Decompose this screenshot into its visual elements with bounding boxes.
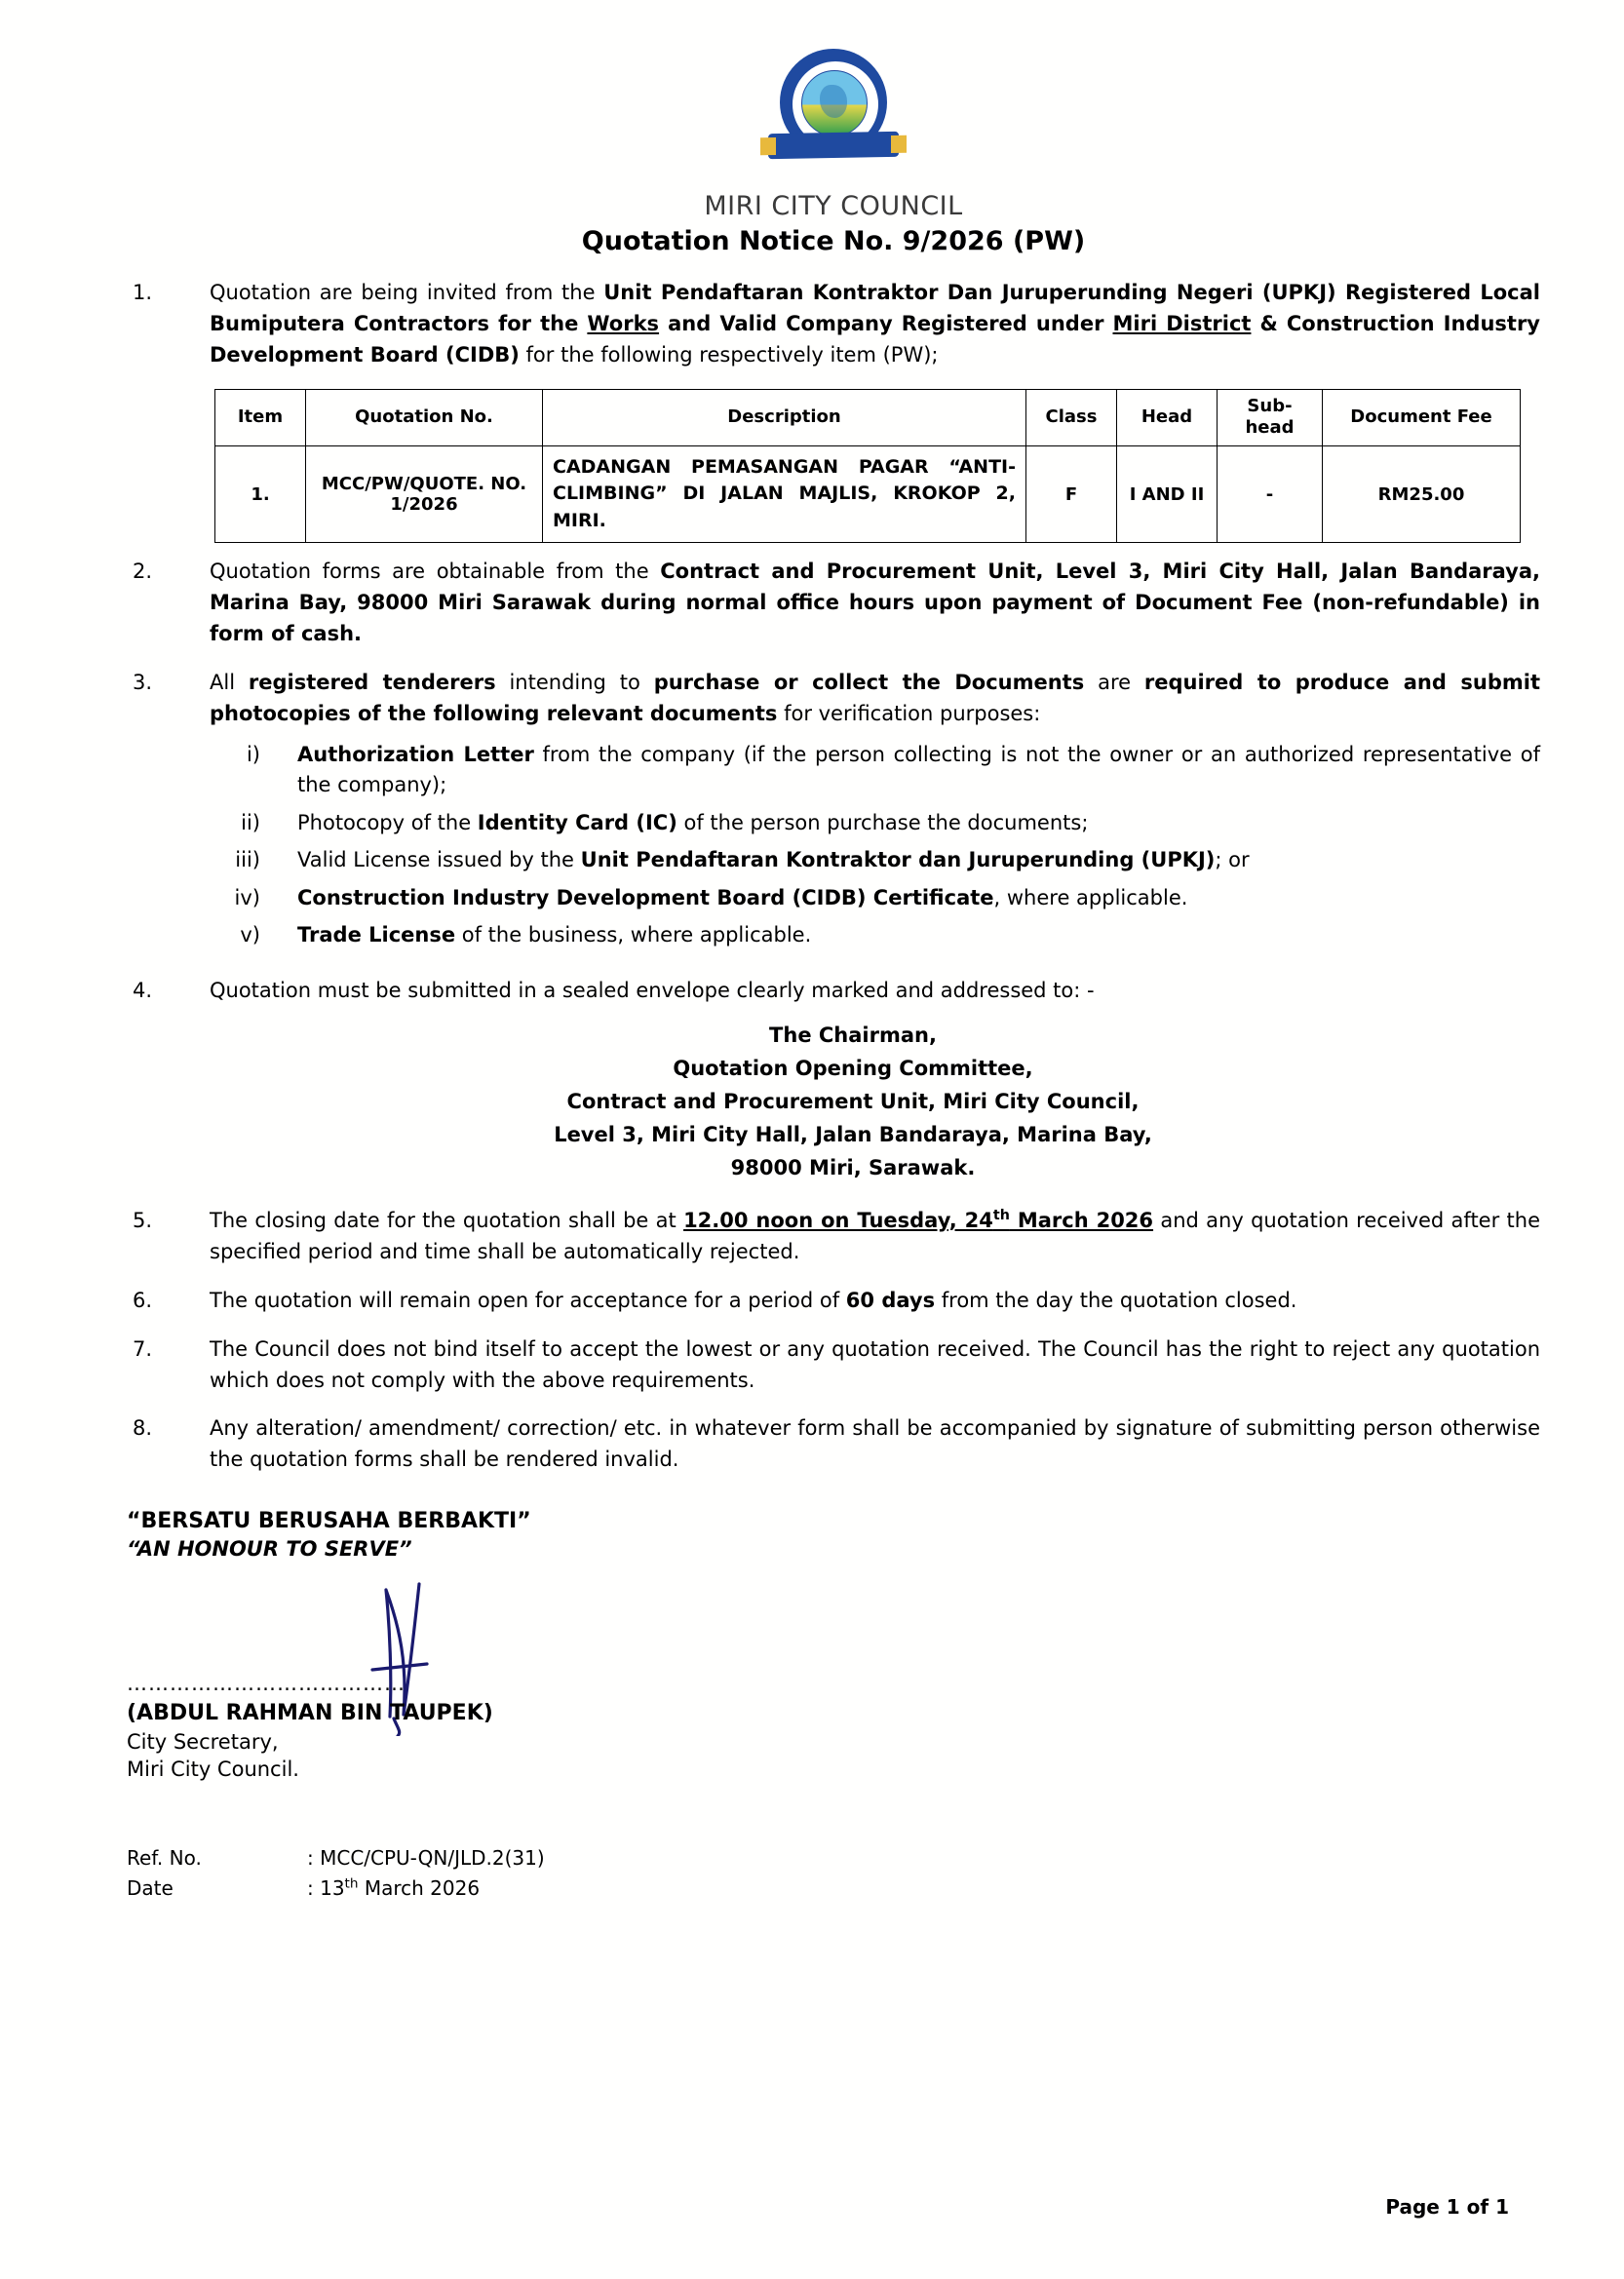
- clause-1: [127, 278, 1540, 371]
- address-line-1: The Chairman,: [769, 1023, 937, 1047]
- list-item-marker: v): [240, 923, 260, 947]
- th-description: Description: [543, 389, 1026, 445]
- table-header-row: [215, 389, 1521, 445]
- list-item-text: Trade License of the business, where applicable.: [297, 923, 812, 947]
- crest-banner: [768, 132, 899, 159]
- clause-5: [127, 1206, 1540, 1268]
- signature-block: [127, 1621, 1540, 1782]
- table-row: [215, 445, 1521, 543]
- crest-globe: [801, 70, 868, 136]
- clause-6-number: 6.: [133, 1288, 153, 1312]
- list-item: [210, 920, 1540, 951]
- organization-name: MIRI CITY COUNCIL: [704, 191, 963, 221]
- list-item: [210, 883, 1540, 914]
- clause-1-number: 1.: [133, 281, 153, 304]
- th-subhead: Sub-head: [1218, 389, 1323, 445]
- clause-3: [127, 668, 1540, 958]
- list-item: [210, 740, 1540, 801]
- signatory-organization: Miri City Council.: [127, 1758, 299, 1782]
- clause-2: [127, 557, 1540, 650]
- motto-line-2: “AN HONOUR TO SERVE”: [127, 1537, 412, 1562]
- cell-subhead: -: [1218, 445, 1323, 543]
- cell-document-fee: RM25.00: [1323, 445, 1521, 543]
- clause-6-text: The quotation will remain open for acceptance for a period of 60 days from the day the quotation closed.: [210, 1288, 1297, 1312]
- date-value: : 13th March 2026: [307, 1875, 481, 1901]
- clause-8-text: Any alteration/ amendment/ correction/ etc. in whatever form shall be accompanied by signature of submitting person otherwise the quotation forms shall be rendered invalid.: [210, 1416, 1540, 1472]
- cell-item: 1.: [215, 445, 306, 543]
- quotation-table: [214, 389, 1521, 544]
- clause-7: [127, 1334, 1540, 1397]
- signatory-role: City Secretary,: [127, 1730, 279, 1755]
- reference-block: [127, 1843, 1540, 1904]
- list-item-marker: iii): [235, 848, 260, 872]
- address-line-5: 98000 Miri, Sarawak.: [730, 1155, 976, 1179]
- address-line-3: Contract and Procurement Unit, Miri City Council,: [566, 1089, 1140, 1113]
- date-label: Date: [127, 1876, 174, 1901]
- th-document-fee: Document Fee: [1323, 389, 1521, 445]
- cell-description: CADANGAN PEMASANGAN PAGAR “ANTI-CLIMBING” DI JALAN MAJLIS, KROKOP 2, MIRI.: [543, 445, 1026, 543]
- list-item-marker: i): [246, 742, 260, 766]
- address-line-2: Quotation Opening Committee,: [673, 1056, 1033, 1080]
- list-item-text: Authorization Letter from the company (if the person collecting is not the owner or an authorized representative of the company);: [297, 742, 1540, 797]
- ref-no-value: : MCC/CPU-QN/JLD.2(31): [307, 1846, 545, 1871]
- reference-row: [127, 1843, 1540, 1873]
- clause-3-intro: All registered tenderers intending to purchase or collect the Documents are required to produce and submit photocopies of the following relevant documents for verification purposes:: [210, 671, 1541, 725]
- signatory-name: (ABDUL RAHMAN BIN TAUPEK): [127, 1701, 493, 1726]
- date-row: [127, 1873, 1540, 1904]
- clause-7-number: 7.: [133, 1336, 153, 1361]
- th-head: Head: [1117, 389, 1218, 445]
- list-item-text: Valid License issued by the Unit Pendaftaran Kontraktor dan Juruperunding (UPKJ); or: [297, 848, 1250, 872]
- clause-2-text: Quotation forms are obtainable from the Contract and Procurement Unit, Level 3, Miri City Hall, Jalan Bandaraya, Marina Bay, 98000 Miri Sarawak during normal office hours upon payment of Document Fee (non-refundable) in form of cash.: [210, 560, 1540, 646]
- list-item-text: Photocopy of the Identity Card (IC) of the person purchase the documents;: [297, 810, 1089, 834]
- clause-4-text: Quotation must be submitted in a sealed envelope clearly marked and addressed to: -: [210, 978, 1095, 1002]
- signature-dotted-line: …………………………………: [127, 1672, 406, 1696]
- clause-5-text: The closing date for the quotation shall be at 12.00 noon on Tuesday, 24th March 2026 and any quotation received after the specified period and time shall be automatically rejected.: [210, 1207, 1540, 1263]
- required-documents-list: [210, 740, 1540, 951]
- clause-6: [127, 1286, 1540, 1317]
- th-item: Item: [215, 389, 306, 445]
- document-title: Quotation Notice No. 9/2026 (PW): [581, 226, 1086, 256]
- ref-no-label: Ref. No.: [127, 1846, 202, 1871]
- crest-logo-wrap: [127, 47, 1540, 183]
- clause-5-number: 5.: [133, 1208, 153, 1232]
- clause-2-number: 2.: [133, 560, 153, 584]
- submission-address: [166, 1019, 1540, 1184]
- quotation-table-wrap: [214, 389, 1521, 544]
- list-item: [210, 845, 1540, 876]
- list-item-marker: iv): [234, 885, 260, 909]
- motto-line-1: “BERSATU BERUSAHA BERBAKTI”: [127, 1509, 531, 1534]
- cell-class: F: [1026, 445, 1117, 543]
- clause-8: [127, 1413, 1540, 1476]
- document-content: [127, 29, 1540, 1904]
- th-quotation-no: Quotation No.: [306, 389, 543, 445]
- page-footer: Page 1 of 1: [1385, 2195, 1509, 2219]
- th-class: Class: [1026, 389, 1117, 445]
- list-item: [210, 808, 1540, 839]
- address-line-4: Level 3, Miri City Hall, Jalan Bandaraya, Marina Bay,: [554, 1122, 1152, 1146]
- clause-4: [127, 976, 1540, 1007]
- cell-head: I AND II: [1117, 445, 1218, 543]
- clause-1-text: Quotation are being invited from the Unit Pendaftaran Kontraktor Dan Juruperunding Negeri (UPKJ) Registered Local Bumiputera Contractors for the Works and Valid Company Registered under Miri District & Construction Industry Development Board (CIDB) for the following respectively item (PW);: [210, 281, 1540, 367]
- clause-8-number: 8.: [133, 1416, 153, 1441]
- clause-3-number: 3.: [133, 671, 153, 695]
- clause-4-number: 4.: [133, 978, 153, 1002]
- clause-7-text: The Council does not bind itself to accept the lowest or any quotation received. The Council has the right to reject any quotation which does not comply with the above requirements.: [210, 1336, 1540, 1392]
- cell-quotation-no: MCC/PW/QUOTE. NO. 1/2026: [306, 445, 543, 543]
- clause-3-text: [210, 668, 1540, 958]
- list-item-text: Construction Industry Development Board (CIDB) Certificate, where applicable.: [297, 885, 1188, 909]
- list-item-marker: ii): [241, 810, 260, 834]
- miri-city-council-crest-icon: [760, 47, 907, 183]
